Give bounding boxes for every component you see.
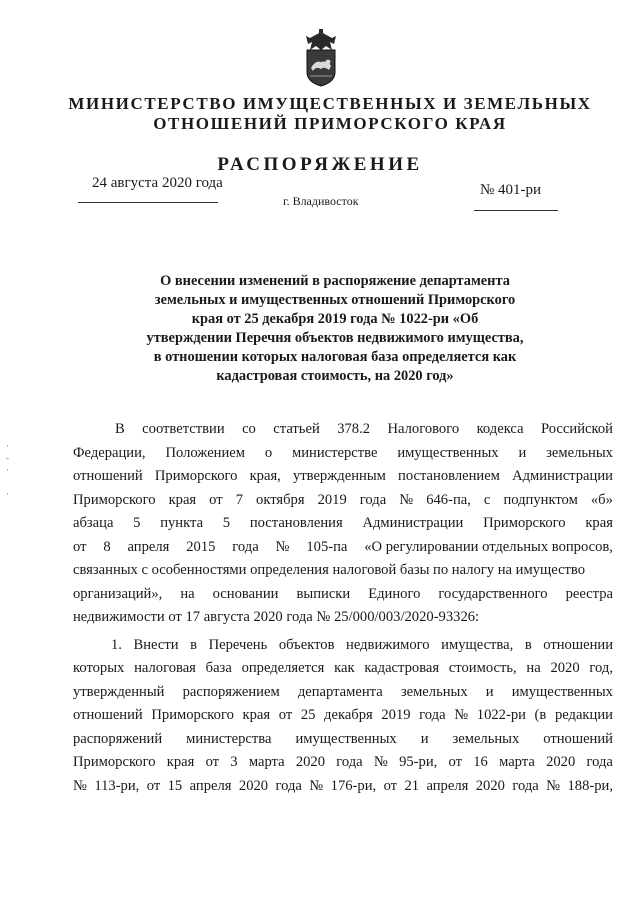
text-line	[73, 465, 613, 489]
word: распоряжений	[73, 730, 163, 747]
word: №	[73, 777, 87, 794]
word: определяется	[241, 660, 325, 676]
word: и	[518, 444, 527, 461]
word: кадастровая	[364, 660, 440, 676]
word: Перечень	[208, 636, 268, 653]
word: реестра	[565, 585, 613, 602]
word: постановления	[249, 515, 343, 531]
word: 105-па	[306, 538, 348, 555]
margin-scan-marks: · - · ·	[6, 441, 9, 499]
text-line	[73, 751, 613, 775]
word: земельных	[400, 683, 468, 700]
word: абзаца	[73, 515, 114, 531]
document-body	[73, 418, 613, 798]
word: края,	[249, 468, 281, 484]
word: в	[524, 636, 532, 653]
document-date: 24 августа 2020 года	[92, 175, 223, 191]
word: отношении	[543, 636, 613, 653]
ministry-name	[60, 94, 600, 134]
text-line	[73, 657, 613, 681]
word: 3	[230, 754, 238, 770]
word: 8	[103, 538, 111, 555]
word: года	[512, 777, 539, 794]
word: 25	[300, 707, 316, 723]
word: апреля	[426, 777, 469, 794]
word: недвижимости от 17 августа 2020 года № 25/000/003/2020-93326:	[73, 609, 480, 625]
document-type-title: РАСПОРЯЖЕНИЕ	[217, 154, 423, 175]
word: от	[205, 754, 220, 770]
word: база	[205, 660, 232, 676]
word: департамента	[297, 683, 383, 700]
text-line	[73, 442, 613, 466]
primorsky-coat-of-arms-emblem	[298, 28, 344, 88]
word: земельных	[546, 444, 613, 461]
word: утвержденный	[73, 683, 165, 700]
word: отношений	[73, 707, 143, 723]
word: недвижимого	[346, 636, 430, 653]
word: подпунктом	[503, 491, 578, 508]
word: от	[209, 491, 223, 508]
word: с	[483, 491, 491, 508]
document-number: № 401-ри	[480, 182, 542, 198]
text-line	[73, 681, 613, 705]
word: Внести	[133, 636, 179, 653]
word: 7	[235, 491, 243, 508]
word: года	[336, 754, 363, 770]
text-line	[73, 775, 613, 799]
word: апреля	[189, 777, 232, 794]
word: от	[448, 754, 462, 770]
word: и	[485, 683, 494, 700]
word: земельных	[452, 730, 520, 747]
word: 21	[404, 777, 420, 794]
word: отношений	[73, 468, 143, 484]
text-line	[73, 418, 613, 442]
word: марта	[248, 754, 285, 770]
word: №	[399, 491, 414, 508]
word: края	[168, 491, 197, 508]
word: связанных с особенностями определения налоговой базы по налогу на имущество	[73, 562, 586, 578]
word: основании	[212, 585, 279, 602]
word: года	[419, 707, 446, 723]
word: распоряжением	[182, 683, 280, 700]
word: 5	[133, 515, 141, 531]
text-line	[73, 704, 613, 728]
subject-line: в отношении которых налоговая база определяется как	[153, 349, 517, 365]
word: 2020	[238, 777, 269, 794]
word: пункта	[160, 515, 204, 531]
word: Федерации,	[73, 444, 146, 461]
word: от	[73, 538, 87, 555]
word: В	[115, 421, 125, 437]
word: статьей	[273, 421, 320, 437]
ministry-name-line: ОТНОШЕНИЙ ПРИМОРСКОГО КРАЯ	[153, 114, 507, 133]
text-line	[73, 489, 613, 513]
word: Приморского	[73, 491, 156, 508]
word: стоимость,	[448, 660, 517, 676]
word: 2020	[546, 754, 576, 770]
word: Приморского	[154, 468, 238, 484]
document-city: г. Владивосток	[283, 194, 359, 208]
word: 2020	[295, 754, 326, 770]
word: министерства	[186, 730, 272, 747]
word: №	[309, 777, 324, 794]
word: края	[585, 515, 613, 531]
subject-line: края от 25 декабря 2019 года № 1022-ри «Об	[191, 311, 479, 327]
text-line	[73, 536, 613, 560]
word: от	[383, 777, 398, 794]
word: №	[373, 754, 388, 770]
word: 2015	[186, 538, 216, 555]
word: №	[454, 707, 469, 723]
word: которых	[73, 660, 125, 676]
word: года	[232, 538, 259, 555]
word: кодекса	[476, 421, 524, 437]
word: соответствии	[142, 421, 225, 437]
word: 188-ри,	[567, 777, 613, 794]
word: октября	[256, 491, 305, 508]
subject-line: утверждении Перечня объектов недвижимого имущества,	[146, 330, 524, 346]
word: Администрации	[362, 515, 464, 531]
word: имущественных	[397, 444, 499, 461]
word: на	[526, 660, 541, 676]
word: Положением	[165, 444, 245, 461]
document-subject	[130, 272, 540, 386]
subject-line: земельных и имущественных отношений Приморского	[154, 292, 516, 308]
word: 176-ри,	[330, 777, 377, 794]
word: года	[586, 754, 613, 770]
word: декабря	[324, 707, 373, 723]
number-underline	[474, 210, 558, 211]
word: 2019	[381, 707, 411, 723]
word: утвержденным	[292, 468, 386, 484]
word: организаций»,	[73, 585, 163, 602]
word: года	[359, 491, 387, 508]
word: объектов	[278, 636, 335, 653]
word: Российской	[541, 421, 613, 437]
word: налоговая	[134, 660, 196, 676]
word: 1.	[111, 636, 122, 653]
word: Налогового	[387, 421, 460, 437]
word: 113-ри,	[94, 777, 140, 794]
word: Администрации	[512, 468, 613, 484]
word: имущества,	[441, 636, 514, 653]
word: Единого	[368, 585, 421, 602]
word: 2020	[475, 777, 505, 794]
word: на	[180, 585, 195, 602]
text-line	[73, 606, 613, 630]
word: отношений	[543, 730, 613, 747]
word: года	[275, 777, 302, 794]
word: края	[242, 707, 271, 723]
preamble-paragraph	[73, 418, 613, 630]
word: «б»	[590, 491, 613, 508]
word: редакции	[554, 707, 613, 723]
word: имущественных	[295, 730, 397, 747]
ministry-name-line: МИНИСТЕРСТВО ИМУЩЕСТВЕННЫХ И ЗЕМЕЛЬНЫХ	[68, 94, 592, 113]
text-line	[73, 559, 613, 583]
text-line	[73, 634, 613, 658]
word: «О регулировании отдельных вопросов,	[364, 538, 613, 555]
word: 2019	[317, 491, 347, 508]
word: 95-ри,	[399, 754, 438, 770]
word: Приморского	[483, 515, 566, 531]
word: и	[420, 730, 429, 747]
text-line	[73, 728, 613, 752]
word: государственного	[438, 585, 548, 602]
word: апреля	[127, 538, 170, 555]
word: Приморского	[73, 754, 156, 770]
subject-line: О внесении изменений в распоряжение департамента	[160, 273, 510, 289]
word: от	[146, 777, 161, 794]
word: постановлением	[398, 468, 500, 484]
word: 646-па,	[426, 491, 471, 508]
date-underline	[78, 202, 218, 203]
word: 5	[222, 515, 231, 531]
word: 378.2	[337, 421, 371, 437]
word: выписки	[296, 585, 351, 602]
word: имущественных	[511, 683, 613, 700]
word: №	[275, 538, 290, 555]
subject-line: кадастровая стоимость, на 2020 год»	[216, 368, 454, 384]
word: края	[166, 754, 195, 770]
word: как	[334, 660, 355, 676]
word: министерстве	[292, 444, 378, 461]
word: 15	[167, 777, 183, 794]
word: 1022-ри	[476, 707, 526, 723]
item-1-paragraph	[73, 634, 613, 799]
word: 2020	[550, 660, 580, 676]
text-line	[73, 583, 613, 607]
word: марта	[499, 754, 535, 770]
word: №	[546, 777, 561, 794]
text-line	[73, 512, 613, 536]
word: Приморского	[151, 707, 234, 723]
word: 16	[473, 754, 488, 770]
word: о	[264, 444, 273, 461]
word: от	[278, 707, 293, 723]
word: в	[190, 636, 198, 653]
word: (в	[534, 707, 547, 723]
word: год,	[589, 660, 613, 676]
word: со	[242, 421, 256, 437]
